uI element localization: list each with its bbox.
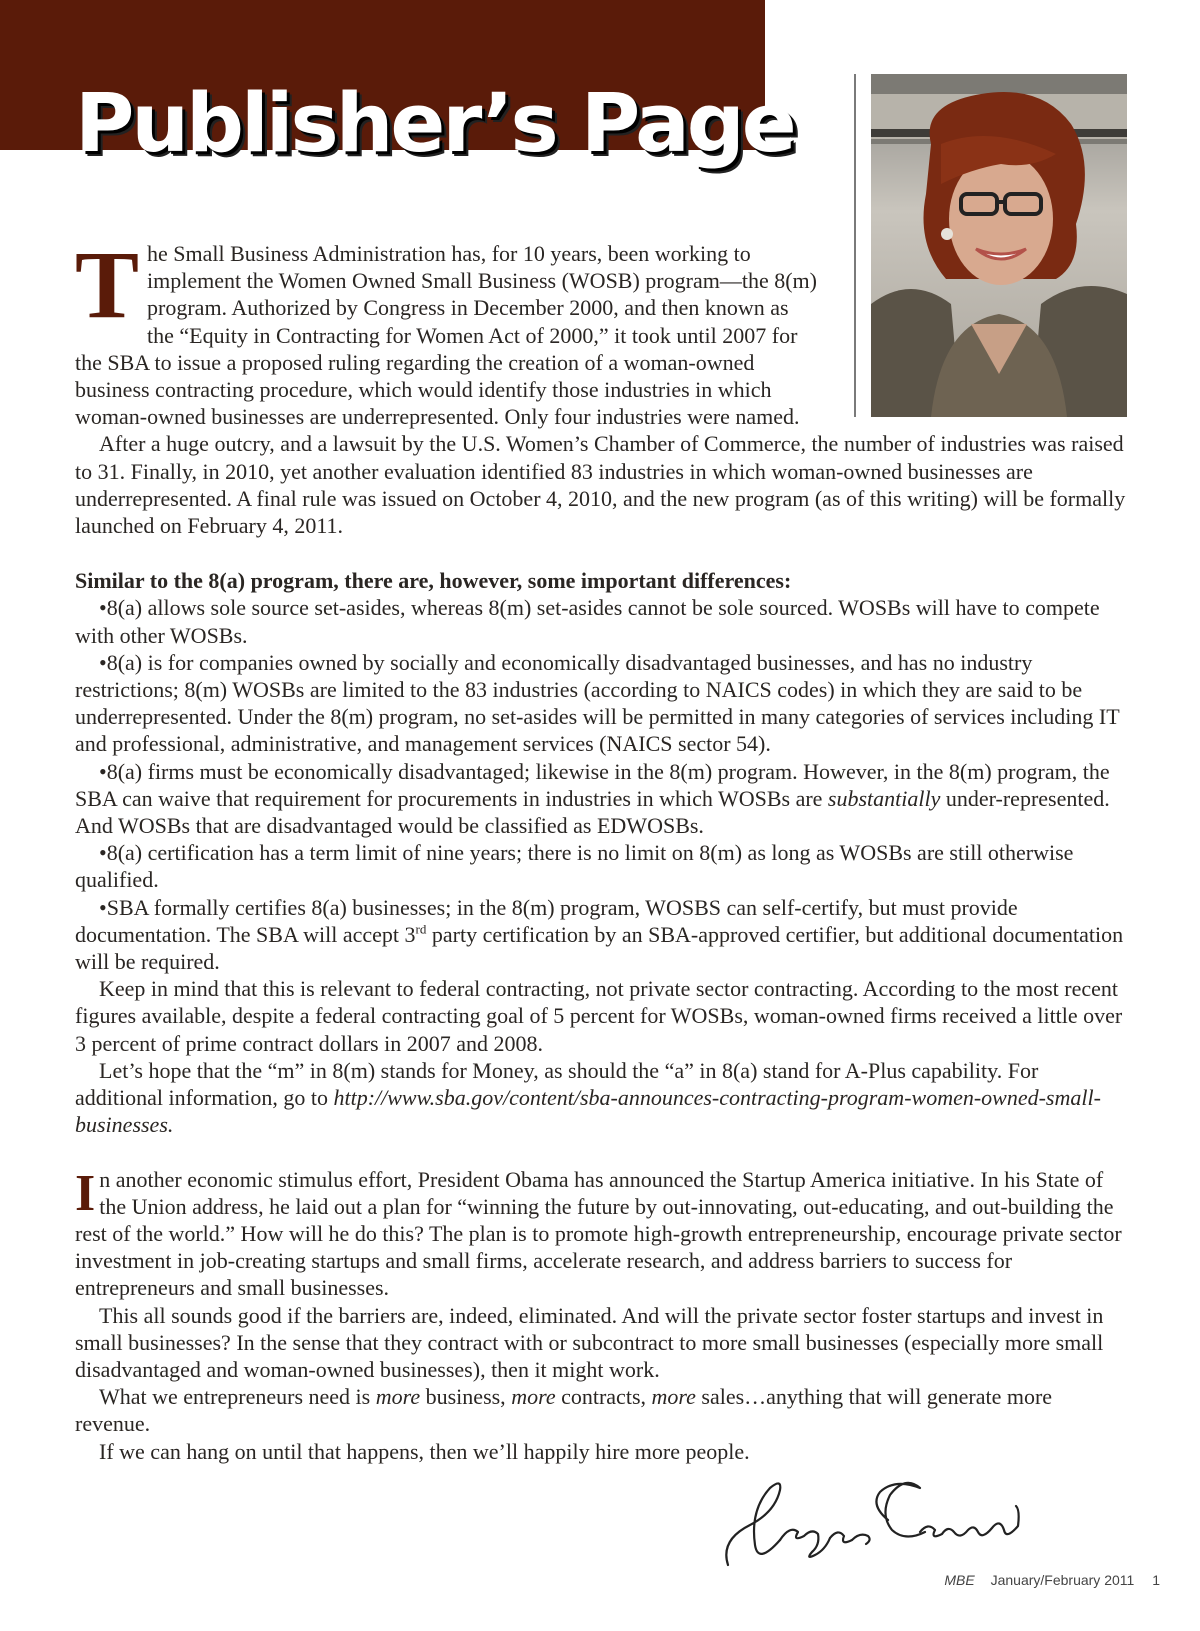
p3-emphasis-3: more	[651, 1384, 696, 1410]
startup-dropcap: I	[75, 1164, 96, 1222]
bullet-3-text: •8(a) firms must be economically disadvantaged; likewise in the 8(m) program. However, in the 8(m) program, the SBA can waive that requirement for procurements in industries in which WOSBs are	[75, 758, 1110, 811]
p3-text-a: What we entrepreneurs need is	[99, 1384, 376, 1410]
signature	[720, 1470, 1040, 1575]
magazine-name: MBE	[944, 1572, 975, 1588]
startup-paragraph-3	[75, 1383, 1127, 1437]
startup-paragraph-2: This all sounds good if the barriers are, indeed, eliminated. And will the private sector foster startups and invest in small businesses? In the sense that they contract with or subcontract to more small businesses (especially more small disadvantaged and woman-owned businesses), then it might work.	[75, 1302, 1104, 1382]
bullet-3-emphasis: substantially	[827, 785, 941, 811]
startup-paragraph	[75, 1166, 1127, 1302]
issue-date: January/February 2011	[990, 1572, 1135, 1588]
page-number: 1	[1152, 1572, 1160, 1588]
difference-bullet-4: •8(a) certification has a term limit of nine years; there is no limit on 8(m) as long as WOSBs are still otherwise qualified.	[75, 840, 1074, 893]
intro-text: he Small Business Administration has, for 10 years, been working to implement the Women Owned Small Business (WOSB) program—the 8(m) program. Authorized by Congress in December 2000, and then known as the “Equity in Contracting for Women Act of 2000,” it took until 2007 for the SBA to issue a proposed ruling regarding the creation of a woman-owned business contracting procedure, which would identify those industries in which woman-owned businesses are underrepresented. Only four industries were named.	[75, 241, 817, 430]
hope-paragraph	[75, 1057, 1127, 1139]
signature-icon	[720, 1470, 1040, 1575]
article-body	[75, 231, 1127, 1465]
page-footer	[944, 1572, 1160, 1588]
startup-paragraph-4: If we can hang on until that happens, then we’ll happily hire more people.	[99, 1438, 750, 1464]
bullet-5-text: •SBA formally certifies 8(a) businesses; in the 8(m) program, WOSBS can self-certify, but must provide documentation. The SBA will accept 3	[75, 894, 1018, 947]
sba-link[interactable]: http://www.sba.gov/content/sba-announces-contracting-program-women-owned-small-businesses.	[75, 1085, 1101, 1138]
difference-bullet-5	[75, 894, 1127, 976]
bullet-5-text-end: party certification by an SBA-approved certifier, but additional documentation will be required.	[75, 921, 1124, 975]
page-title: Publisher’s Page	[75, 77, 794, 171]
hope-text: Let’s hope that the “m” in 8(m) stands for Money, as should the “a” in 8(a) stand for A-Plus capability. For additional information, go to	[75, 1057, 1039, 1111]
bullet-5-superscript: rd	[415, 921, 427, 937]
p3-text-b: business,	[420, 1384, 512, 1410]
difference-bullet-2: •8(a) is for companies owned by socially and economically disadvantaged businesses, and has no industry restrictions; 8(m) WOSBs are limited to the 83 industries (according to NAICS codes) in which they are said to be underrepresented. Under the 8(m) program, no set-asides will be permitted in many categories of services including IT and professional, administrative, and management services (NAICS sector 54).	[75, 649, 1120, 757]
p3-emphasis-1: more	[375, 1384, 421, 1410]
difference-bullet-3	[75, 758, 1127, 840]
intro-paragraph-2: After a huge outcry, and a lawsuit by the U.S. Women’s Chamber of Commerce, the number of industries was raised to 31. Finally, in 2010, yet another evaluation identified 83 industries in which woman-owned businesses are underrepresented. A final rule was issued on October 4, 2010, and the new program (as of this writing) will be formally launched on February 4, 2011.	[75, 431, 1126, 539]
startup-text: n another economic stimulus effort, President Obama has announced the Startup America initiative. In his State of the Union address, he laid out a plan for “winning the future by out-innovating, out-educating, and out-building the rest of the world.” How will he do this? The plan is to promote high-growth entrepreneurship, encourage private sector investment in job-creating startups and small firms, accelerate research, and address barriers to success for entrepreneurs and small businesses.	[75, 1166, 1122, 1301]
keep-in-mind-paragraph: Keep in mind that this is relevant to federal contracting, not private sector contracting. According to the most recent figures available, despite a federal contracting goal of 5 percent for WOSBs, woman-owned firms received a little over 3 percent of prime contract dollars in 2007 and 2008.	[75, 976, 1123, 1056]
differences-heading: Similar to the 8(a) program, there are, however, some important differences:	[75, 568, 792, 594]
p3-text-d: sales…anything that will generate more revenue.	[75, 1384, 1053, 1437]
photo-spacer	[827, 240, 1127, 430]
difference-bullet-1: •8(a) allows sole source set-asides, whereas 8(m) set-asides cannot be sole sourced. WOSBs will have to compete with other WOSBs.	[75, 595, 1100, 648]
p3-emphasis-2: more	[511, 1384, 556, 1410]
bullet-3-text-end: under-represented. And WOSBs that are disadvantaged would be classified as EDWOSBs.	[75, 785, 1110, 839]
intro-dropcap: T	[75, 231, 140, 338]
p3-text-c: contracts,	[555, 1384, 652, 1410]
